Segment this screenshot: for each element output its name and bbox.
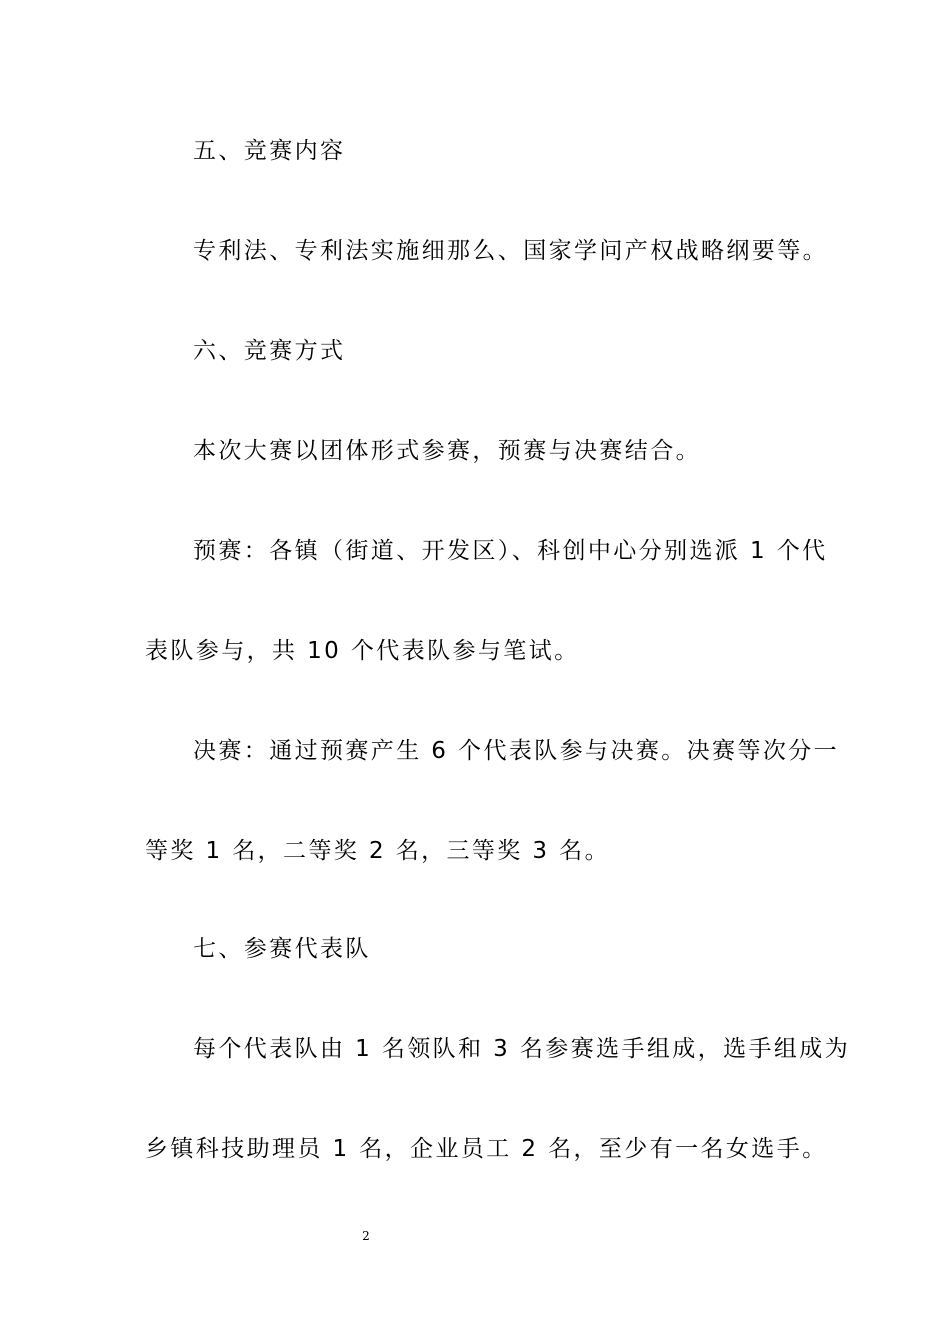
page-number: 2 (362, 1229, 370, 1243)
paragraph-final-line-2: 等奖 1 名，二等奖 2 名，三等奖 3 名。 (145, 838, 610, 864)
paragraph-preliminary-line-2: 表队参与，共 10 个代表队参与笔试。 (145, 638, 580, 664)
section-heading-teams: 七、参赛代表队 (193, 936, 371, 962)
paragraph-competition-method: 本次大赛以团体形式参赛，预赛与决赛结合。 (193, 438, 701, 464)
section-heading-competition-method: 六、竞赛方式 (193, 338, 346, 364)
section-heading-competition-content: 五、竞赛内容 (193, 138, 346, 164)
paragraph-teams-line-2: 乡镇科技助理员 1 名，企业员工 2 名，至少有一名女选手。 (145, 1136, 828, 1162)
paragraph-final-line-1: 决赛：通过预赛产生 6 个代表队参与决赛。决赛等次分一 (193, 738, 840, 764)
paragraph-teams-line-1: 每个代表队由 1 名领队和 3 名参赛选手组成，选手组成为 (193, 1036, 851, 1062)
paragraph-preliminary-line-1: 预赛：各镇（街道、开发区）、科创中心分别选派 1 个代 (193, 538, 828, 564)
paragraph-competition-content: 专利法、专利法实施细那么、国家学问产权战略纲要等。 (193, 238, 828, 264)
